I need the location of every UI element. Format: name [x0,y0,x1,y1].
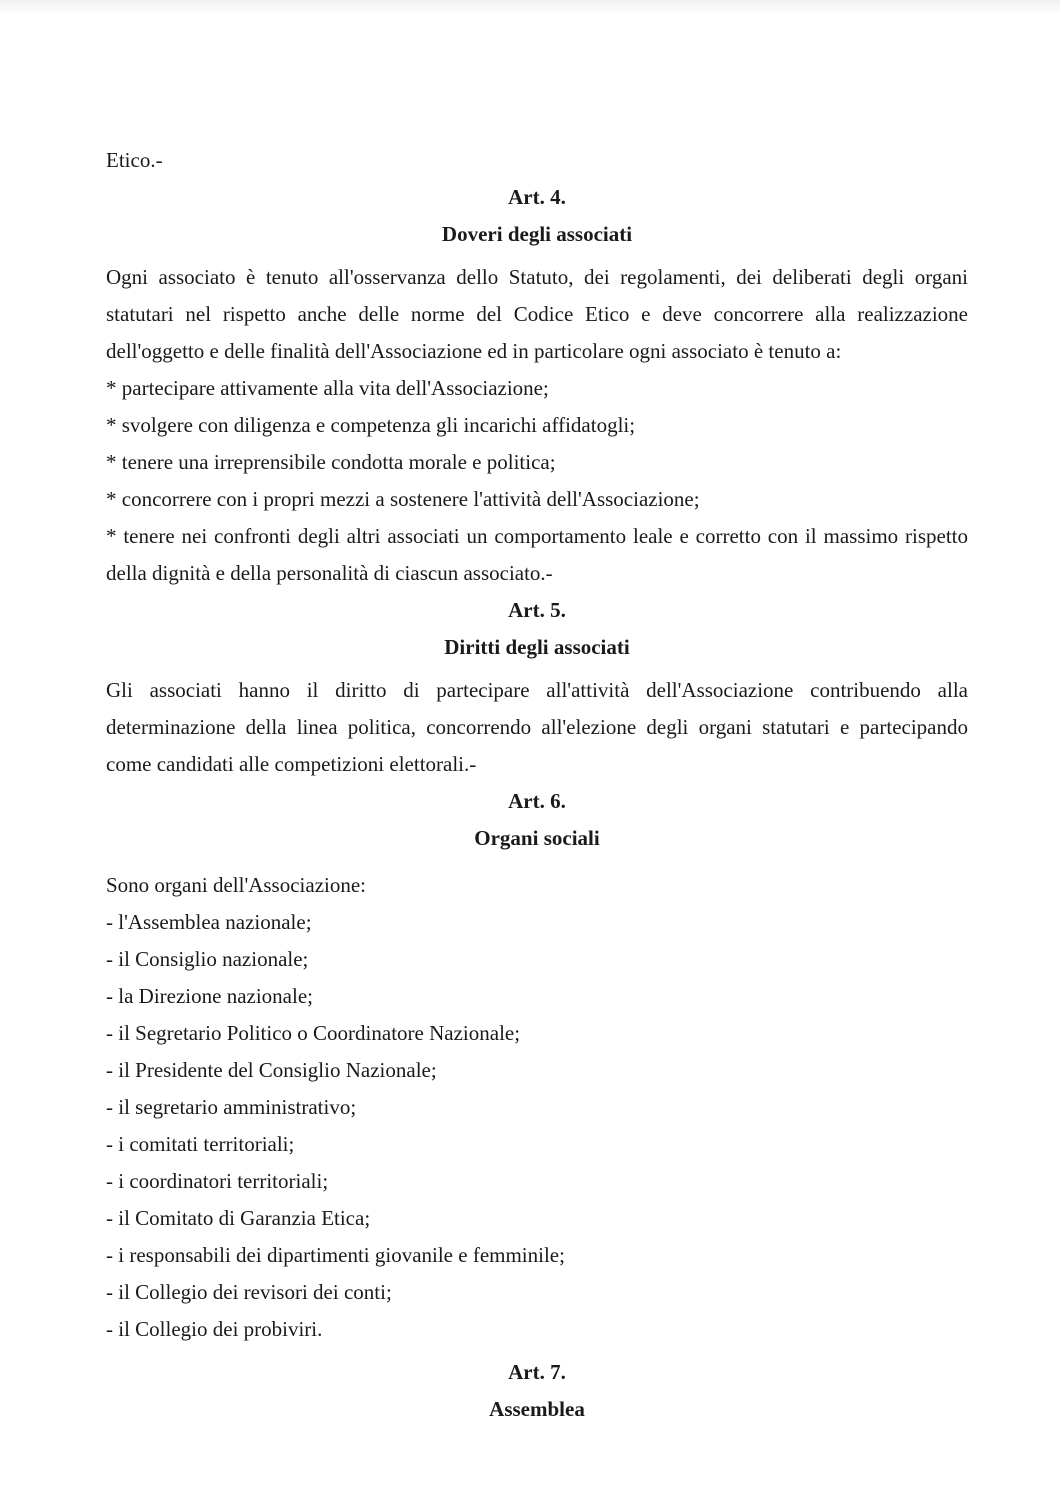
art4-para-line: statutari nel rispetto anche delle norme del Codice Etico e deve concorrere alla realizzazione [106,302,968,326]
art4-para-line: dell'oggetto e delle finalità dell'Associazione ed in particolare ogni associato è tenuto a: [106,339,842,363]
art4-number: Art. 4. [508,185,566,209]
scan-top-edge [0,0,1060,14]
art6-list-item: - il Segretario Politico o Coordinatore Nazionale; [106,1021,521,1045]
document-page [106,142,968,1428]
art6-list-item: - l'Assemblea nazionale; [106,910,312,934]
art5-title: Diritti degli associati [444,635,630,659]
art6-list-item: - i coordinatori territoriali; [106,1169,329,1193]
art5-number: Art. 5. [508,598,566,622]
art4-list-item: * tenere nei confronti degli altri associati un comportamento leale e corretto con il massimo rispetto [106,524,968,548]
art6-list-item: - i responsabili dei dipartimenti giovanile e femminile; [106,1243,565,1267]
art4-list-item: * concorrere con i propri mezzi a sostenere l'attività dell'Associazione; [106,487,700,511]
art4-list-item: * svolgere con diligenza e competenza gli incarichi affidatogli; [106,413,636,437]
art6-title: Organi sociali [474,826,600,850]
art6-number: Art. 6. [508,789,566,813]
art5-para-line: come candidati alle competizioni elettorali.- [106,752,477,776]
art6-intro: Sono organi dell'Associazione: [106,873,367,897]
art5-para-line: determinazione della linea politica, concorrendo all'elezione degli organi statutari e partecipando [106,715,968,739]
art4-para-line: Ogni associato è tenuto all'osservanza dello Statuto, dei regolamenti, dei deliberati degli organi [106,265,968,289]
art6-list-item: - il segretario amministrativo; [106,1095,357,1119]
art4-list-item: * partecipare attivamente alla vita dell'Associazione; [106,376,549,400]
art4-list-item: della dignità e della personalità di ciascun associato.- [106,561,553,585]
art4-list-item: * tenere una irreprensibile condotta morale e politica; [106,450,556,474]
art5-para-line: Gli associati hanno il diritto di partecipare all'attività dell'Associazione contribuendo alla [106,678,968,702]
art7-number: Art. 7. [508,1360,566,1384]
art7-title: Assemblea [489,1397,585,1421]
art6-list-item: - il Presidente del Consiglio Nazionale; [106,1058,437,1082]
art6-list-item: - la Direzione nazionale; [106,984,313,1008]
art6-list-item: - il Comitato di Garanzia Etica; [106,1206,371,1230]
intro-fragment: Etico.- [106,148,163,172]
art6-list-item: - i comitati territoriali; [106,1132,295,1156]
art6-list-item: - il Collegio dei revisori dei conti; [106,1280,392,1304]
art4-title: Doveri degli associati [441,222,633,246]
art6-list-item: - il Consiglio nazionale; [106,947,309,971]
art6-list-item: - il Collegio dei probiviri. [106,1317,323,1341]
